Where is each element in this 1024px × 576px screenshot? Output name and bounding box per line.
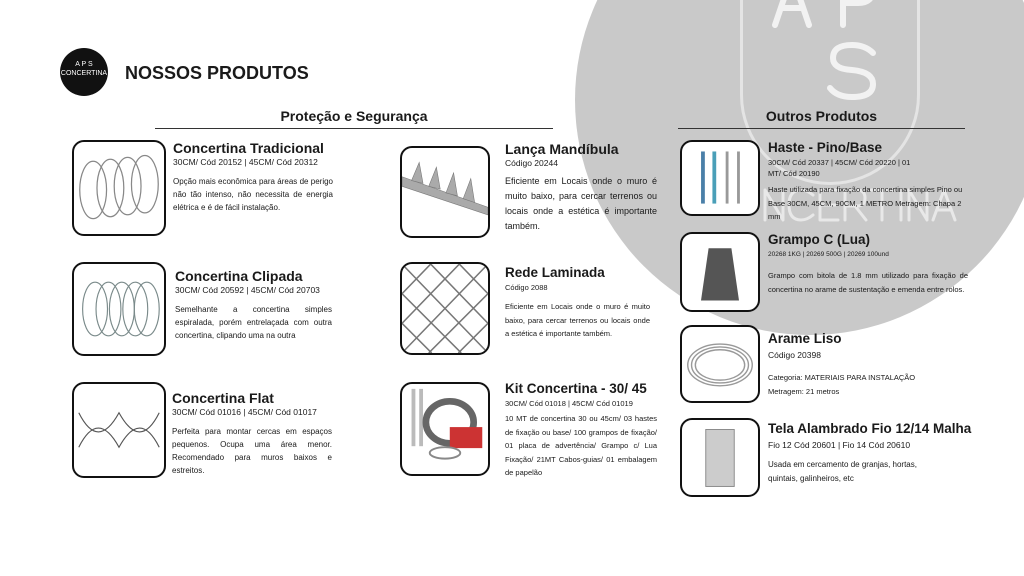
product-name: Kit Concertina - 30/ 45	[505, 381, 647, 396]
product-code: Código 2088	[505, 283, 548, 292]
product-name: Grampo C (Lua)	[768, 232, 871, 247]
product-image	[400, 382, 490, 476]
product-image	[72, 382, 166, 478]
product-description: Eficiente em Locais onde o muro é muito baixo, para cercar terrenos ou locais onde a estética é importante também.	[505, 176, 657, 231]
watermark-letter-p	[843, 0, 873, 25]
product-name: Arame Liso	[768, 331, 842, 346]
product-lanca-mandibula	[505, 141, 657, 234]
product-rede-laminada	[505, 265, 650, 341]
product-kit-concertina	[505, 381, 670, 480]
product-code: Código 20244	[505, 158, 558, 168]
product-grampo-c	[768, 232, 968, 296]
divider	[155, 128, 553, 129]
product-name: Concertina Clipada	[175, 268, 303, 284]
product-name: Haste - Pino/Base	[768, 140, 883, 155]
product-name: Rede Laminada	[505, 265, 605, 280]
company-logo	[60, 48, 108, 96]
product-image	[680, 325, 760, 403]
product-name: Lança Mandíbula	[505, 141, 619, 157]
product-description: Opção mais econômica para áreas de perigo não tão intenso, não necessita de energia elétrica e é de fácil instalação.	[173, 177, 333, 212]
product-haste	[768, 140, 973, 224]
product-description: Semelhante a concertina simples espiralada, porém entrelaçada com outra concertina, clipando uma na outra	[175, 305, 332, 340]
watermark-letter-a	[775, 0, 809, 25]
product-image	[400, 262, 490, 355]
product-image	[72, 140, 166, 236]
product-image	[400, 146, 490, 238]
product-image	[680, 418, 760, 497]
product-concertina-flat	[172, 390, 332, 477]
section-title-protecao: Proteção e Segurança	[280, 108, 428, 124]
product-description: Eficiente em Locais onde o muro é muito baixo, para cercar terrenos ou locais onde a estética é importante também.	[505, 302, 650, 338]
product-description: Usada em cercamento de granjas, hortas, quintais, galinheiros, etc	[768, 460, 917, 483]
product-image	[72, 262, 166, 356]
product-image	[680, 232, 760, 312]
product-code: 30CM/ Cód 01016 | 45CM/ Cód 01017	[172, 407, 317, 417]
product-code: Fio 12 Cód 20601 | Fio 14 Cód 20610	[768, 440, 911, 450]
product-code: 30CM/ Cód 20337 | 45CM/ Cód 20220 | 01 MT/ Cód 20190	[768, 158, 911, 178]
product-code: Código 20398	[768, 350, 821, 360]
product-name: Concertina Tradicional	[173, 140, 324, 156]
section-title-outros: Outros Produtos	[765, 108, 878, 124]
product-description: Haste utilizada para fixação da concertina simples Pino ou Base 30CM, 45CM, 90CM, 1 METRO Metragem: Chapa 2 mm	[768, 185, 963, 221]
product-tela-alambrado	[768, 421, 988, 485]
product-name: Concertina Flat	[172, 390, 274, 406]
product-code: 20268 1KG | 20269 500G | 20269 100und	[768, 251, 889, 258]
logo-text: A P S CONCERTINA	[60, 61, 108, 77]
page-title: NOSSOS PRODUTOS	[125, 63, 309, 83]
product-description: 10 MT de concertina 30 ou 45cm/ 03 hastes de fixação ou base/ 100 grampos de fixação/ 01 placa de advertência/ Grampo c/ Lua Fixação/ 21MT Cabos-guias/ 01 embalagem de papelão	[505, 414, 657, 477]
divider	[678, 128, 965, 129]
watermark-letter-s	[830, 45, 873, 97]
product-name: Tela Alambrado Fio 12/14 Malha	[768, 421, 972, 436]
product-code: 30CM/ Cód 20152 | 45CM/ Cód 20312	[173, 157, 318, 167]
product-description: Categoria: MATERIAIS PARA INSTALAÇÃO Metragem: 21 metros	[768, 373, 916, 396]
product-description: Grampo com bitola de 1.8 mm utilizado para fixação de concertina no arame de sustentação e emenda entre rolos.	[768, 271, 968, 294]
product-code: 30CM/ Cód 01018 | 45CM/ Cód 01019	[505, 399, 633, 408]
product-arame-liso	[768, 331, 958, 398]
product-description: Perfeita para montar cercas em espaços pequenos. Ocupa uma área menor. Recomendado para muros baixos e estreitos.	[172, 427, 332, 475]
product-concertina-tradicional	[173, 140, 333, 214]
product-concertina-clipada	[175, 268, 332, 342]
product-code: 30CM/ Cód 20592 | 45CM/ Cód 20703	[175, 285, 320, 295]
product-image	[680, 140, 760, 216]
